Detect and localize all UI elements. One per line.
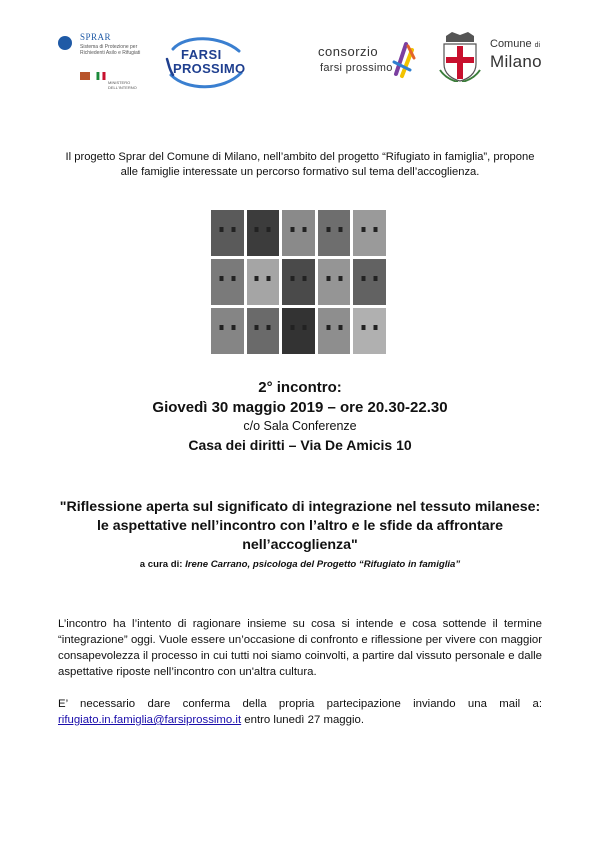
curator-name: Irene Carrano, psicologa del Progetto “Rifugiato in famiglia” xyxy=(185,559,461,570)
face-photo xyxy=(353,210,386,256)
farsi-prossimo-logo xyxy=(163,33,253,93)
face-photo xyxy=(353,308,386,354)
milano-comune-word: Comune xyxy=(490,38,532,50)
rsvp-email-link[interactable]: rifugiato.in.famiglia@farsiprossimo.it xyxy=(58,714,242,726)
sprar-emblem-icon xyxy=(80,72,90,80)
face-photo xyxy=(282,259,315,305)
sprar-logo xyxy=(58,28,148,96)
farsi-logo-line1: FARSI xyxy=(181,47,222,62)
face-photo xyxy=(318,210,351,256)
face-photo xyxy=(282,308,315,354)
comune-milano-logo xyxy=(438,30,548,84)
intro-text xyxy=(40,150,560,180)
talk-curator xyxy=(40,559,560,570)
face-photo xyxy=(247,259,280,305)
milano-comune-label xyxy=(490,38,540,50)
milano-di-word: di xyxy=(534,42,541,49)
face-photo xyxy=(211,259,244,305)
talk-title-line-1: "Riflessione aperta sul significato di integrazione nel tessuto milanese: xyxy=(59,499,541,515)
talk-title-line-2: le aspettative nell’incontro con l’altro e le sfide da affrontare xyxy=(96,518,504,534)
event-date: Giovedì 30 maggio 2019 – ore 20.30-22.30 xyxy=(152,399,448,416)
face-photo xyxy=(211,210,244,256)
event-number: 2° incontro: xyxy=(258,379,342,396)
event-info xyxy=(40,378,560,455)
rsvp-deadline: entro lunedì 27 maggio. xyxy=(244,714,364,726)
rsvp-text: E’ necessario dare conferma della propria partecipazione inviando una mail a: xyxy=(58,698,542,710)
italy-flag-icon xyxy=(96,72,106,80)
farsi-logo-line2: PROSSIMO xyxy=(173,61,246,76)
face-photo xyxy=(282,210,315,256)
sprar-subtitle: Sistema di Protezione per Richiedenti Asilo e Rifugiati xyxy=(80,44,141,56)
talk-title xyxy=(40,498,560,555)
event-venue: Casa dei diritti – Via De Amicis 10 xyxy=(188,437,412,453)
ministry-label: MINISTERO DELL'INTERNO xyxy=(108,80,137,90)
curator-prefix: a cura di: xyxy=(139,559,183,570)
event-location-prefix: c/o Sala Conferenze xyxy=(243,419,357,433)
consorzio-logo-line1: consorzio xyxy=(318,44,379,59)
face-photo xyxy=(353,259,386,305)
sprar-name: SPRAR xyxy=(80,32,112,42)
face-photo xyxy=(211,308,244,354)
body-text xyxy=(58,616,542,728)
milano-city-label: Milano xyxy=(490,52,542,71)
intro-line-1: Il progetto Sprar del Comune di Milano, nell’ambito del progetto “Rifugiato in famiglia”, propone xyxy=(65,151,535,163)
faces-mosaic-image xyxy=(211,210,386,354)
milano-crest-icon xyxy=(438,30,482,82)
face-photo xyxy=(318,308,351,354)
face-photo xyxy=(318,259,351,305)
face-photo xyxy=(247,308,280,354)
sprar-dot-icon xyxy=(58,36,72,50)
body-paragraph-1: L’incontro ha l’intento di ragionare insieme su cosa si intende e cosa sottende il termine “integrazione” oggi. Vuole essere un’occasione di confronto e riflessione per vivere con maggior consapevolezza il processo in cui tutti noi siamo coinvolti, a partire dal vissuto personale e dalle aspettative riposte nell’incontro con un'altra cultura. xyxy=(58,618,542,678)
consorzio-brushstroke-icon xyxy=(392,40,416,80)
talk-title-line-3: nell’accoglienza" xyxy=(242,537,358,553)
consorzio-logo xyxy=(318,40,418,86)
body-paragraph-2 xyxy=(58,696,542,728)
intro-line-2: alle famiglie interessate un percorso formativo sul tema dell’accoglienza. xyxy=(120,166,480,178)
face-photo xyxy=(247,210,280,256)
consorzio-logo-line2: farsi prossimo xyxy=(320,62,393,74)
